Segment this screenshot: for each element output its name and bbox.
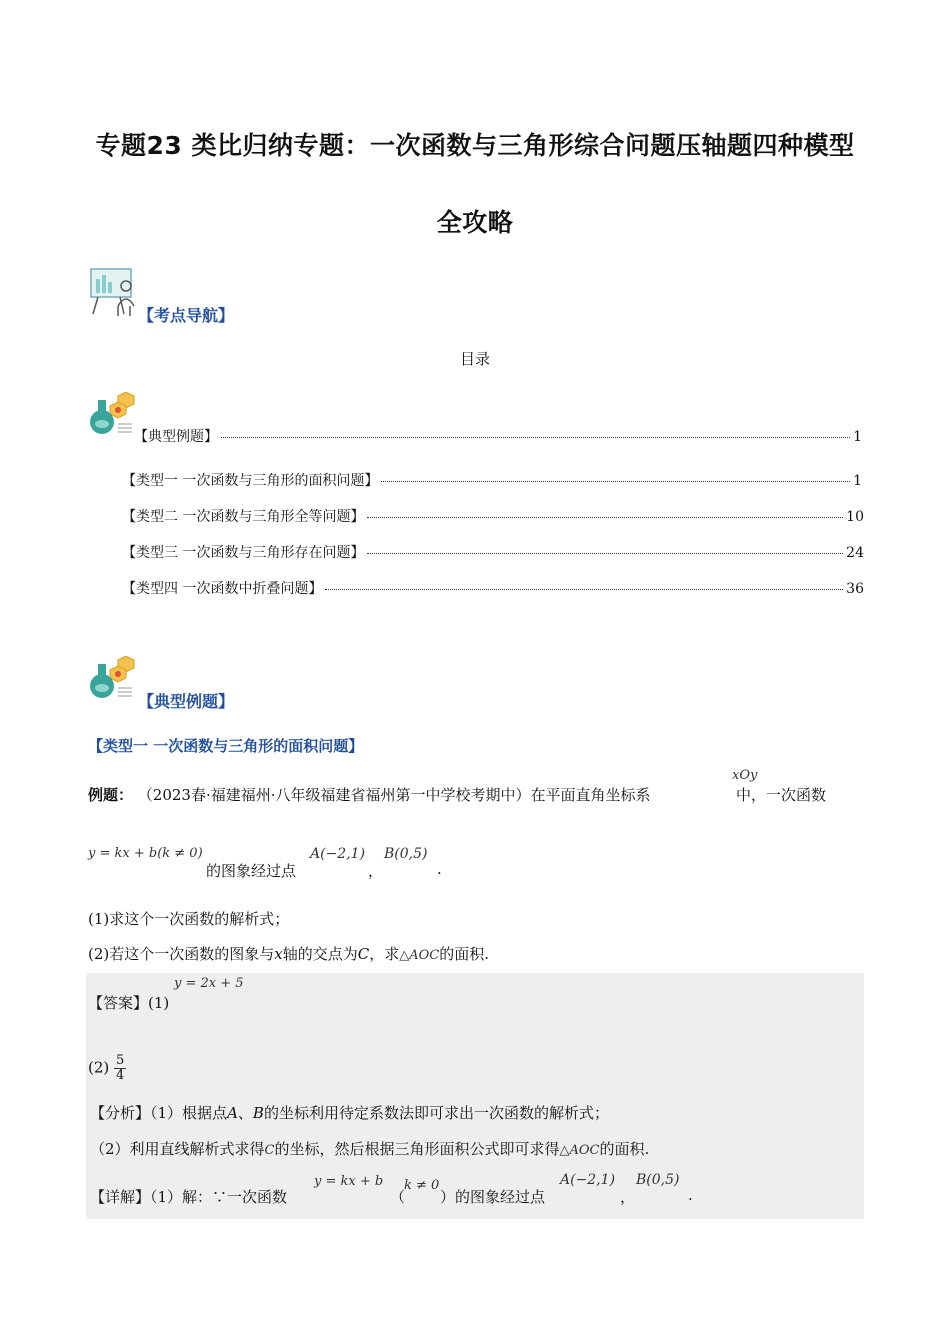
toc-entry-label: 【类型四 一次函数中折叠问题】 [122,581,323,597]
period: . [688,1186,693,1204]
detail-text: （1）解：∵一次函数 [150,1188,288,1206]
example-text: （2023春·福建福州·八年级福建省福州第一中学校考期中）在平面直角坐标系 [137,786,651,804]
toc-entry[interactable] [122,578,864,598]
detail-cond: k ≠ 0 [404,1178,440,1193]
analysis-text: （1）根据点 [150,1104,228,1122]
detail-label: 【详解】 [90,1188,151,1206]
question-2 [88,943,489,964]
toc-entry-page: 10 [846,509,864,525]
example-line1 [88,784,651,805]
analysis-line2 [90,1138,649,1159]
nav-heading: 【考点导航】 [138,306,235,325]
presentation-icon [88,266,138,322]
example-text: 的图象经过点 [206,862,297,880]
toc-entry-page: 1 [853,429,862,445]
example-text-cont: 中，一次函数 [736,786,827,804]
question-1: (1)求这个一次函数的解析式； [88,910,290,928]
toc-entry-page: 24 [846,545,864,561]
toc-entry-label: 【典型例题】 [134,429,218,445]
analysis-text: 的面积. [599,1140,650,1158]
analysis-text: 的坐标，然后根据三角形面积公式即可求得 [274,1140,560,1158]
a-var: A [227,1104,238,1122]
x-var: x [274,945,283,963]
answer-label: 【答案】 [88,994,149,1012]
fraction-denominator: 4 [116,1068,125,1083]
fraction-numerator: 5 [116,1053,125,1068]
example-label: 例题： [88,786,134,804]
toc-entry-label: 【类型一 一次函数与三角形的面积问题】 [122,473,379,489]
toc-entry[interactable] [122,506,864,526]
detail-func: y = kx + b [314,1174,384,1189]
comma: ， [368,862,384,880]
triangle-aoc: △AOC [559,1143,600,1158]
detail-point-b: B(0,5) [636,1172,680,1188]
triangle-aoc: △AOC [399,948,440,963]
paren-close: ） [440,1188,456,1206]
toc-heading: 目录 [459,350,490,368]
c-var: C [264,1143,275,1158]
function-expr: y = kx + b(k ≠ 0) [88,846,203,861]
toc-entry-label: 【类型二 一次函数与三角形全等问题】 [122,509,365,525]
analysis-text: 的坐标利用待定系数法即可求出一次函数的解析式； [263,1104,609,1122]
type1-heading: 【类型一 一次函数与三角形的面积问题】 [88,737,364,755]
b-var: B [252,1104,264,1122]
analysis-text: （2）利用直线解析式求得 [90,1140,265,1158]
toc-leader [381,481,850,482]
analysis-text: 、 [237,1104,253,1122]
toc-entry[interactable] [122,470,862,490]
fraction [114,1054,126,1083]
toc-leader [367,553,843,554]
page-title-line2: 全攻略 [436,208,514,237]
analysis-line1 [90,1102,609,1123]
q2-text: ，求 [369,945,400,963]
toc-entry[interactable] [134,426,862,446]
section-heading: 【典型例题】 [138,692,235,711]
period: . [437,860,442,878]
point-b: B(0,5) [384,846,428,862]
flask-icon [88,656,136,706]
answer-prefix: (1) [148,994,170,1012]
toc-entry-page: 1 [853,473,862,489]
analysis-label: 【分析】 [90,1104,151,1122]
answer-1-expr: y = 2x + 5 [174,976,244,991]
point-a: A(−2,1) [310,846,366,862]
toc-leader [221,437,850,438]
detail-text-cont [440,1186,545,1207]
detail-point-a: A(−2,1) [560,1172,616,1188]
flask-icon [88,392,136,442]
coord-system: xOy [732,768,758,783]
detail-text: 的图象经过点 [455,1188,546,1206]
toc-leader [367,517,843,518]
c-var: C [357,945,370,963]
comma: ， [620,1188,636,1206]
answer-prefix: (2) [88,1058,110,1077]
answer-box [86,973,864,1219]
toc-entry[interactable] [122,542,864,562]
page-title: 专题23 类比归纳专题：一次函数与三角形综合问题压轴题四种模型 [95,131,855,160]
q2-text: (2)若这个一次函数的图象与 [88,945,275,963]
toc-entry-label: 【类型三 一次函数与三角形存在问题】 [122,545,365,561]
detail-line1 [90,1186,287,1207]
q2-text: 轴的交点为 [282,945,358,963]
toc-entry-page: 36 [846,581,864,597]
answer-2 [88,1054,126,1083]
paren-open: （ [390,1188,406,1206]
toc-leader [325,589,843,590]
answer-line1 [88,992,169,1013]
q2-text: 的面积. [439,945,490,963]
